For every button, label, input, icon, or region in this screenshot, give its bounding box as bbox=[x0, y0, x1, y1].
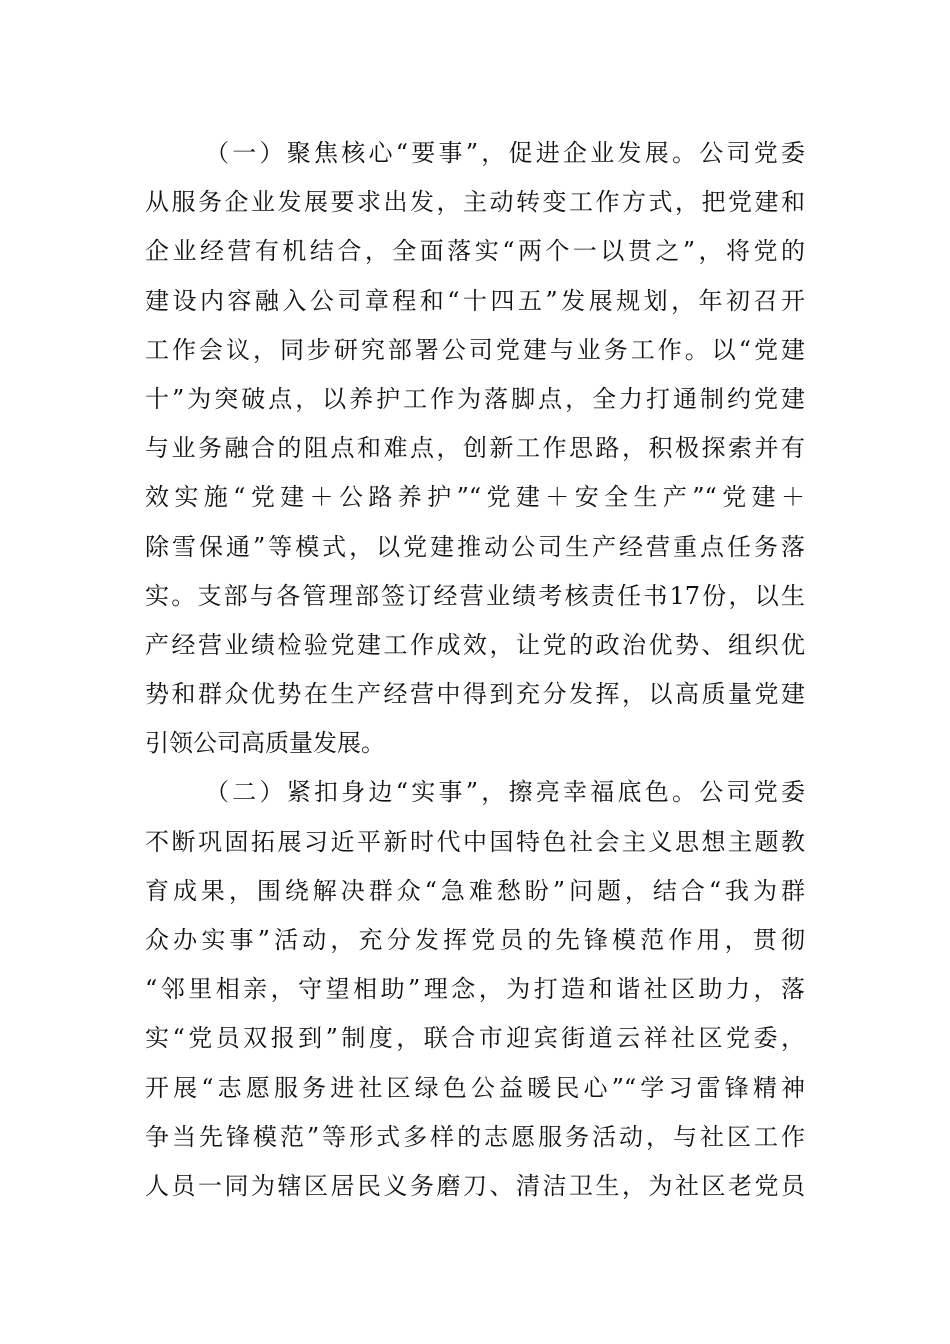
paragraph-line: 从服务企业发展要求出发，主动转变工作方式，把党建和 bbox=[145, 188, 805, 217]
paragraph-line: 争当先锋模范”等形式多样的志愿服务活动，与社区工作 bbox=[145, 1122, 805, 1151]
paragraph-line: 育成果，围绕解决群众“急难愁盼”问题，结合“我为群 bbox=[145, 876, 805, 905]
paragraph-line: 企业经营有机结合，全面落实“两个一以贯之”，将党的 bbox=[145, 237, 805, 266]
paragraph-line: 效实施“党建＋公路养护”“党建＋安全生产”“党建＋ bbox=[145, 483, 805, 512]
paragraph-line: 开展“志愿服务进社区绿色公益暖民心”“学习雷锋精神 bbox=[145, 1073, 805, 1102]
paragraph-line: 实。支部与各管理部签订经营业绩考核责任书17份，以生 bbox=[145, 581, 805, 610]
paragraph-line: 实“党员双报到”制度，联合市迎宾街道云祥社区党委， bbox=[145, 1024, 805, 1053]
paragraph-line: “邻里相亲，守望相助”理念，为打造和谐社区助力，落 bbox=[145, 975, 805, 1004]
paragraph-line: 建设内容融入公司章程和“十四五”发展规划，年初召开 bbox=[145, 286, 805, 315]
paragraph-line: 与业务融合的阻点和难点，创新工作思路，积极探索并有 bbox=[145, 434, 805, 463]
paragraph-line: （一）聚焦核心“要事”，促进企业发展。公司党委 bbox=[205, 139, 805, 167]
paragraph-2 bbox=[145, 768, 805, 1211]
paragraph-line: 不断巩固拓展习近平新时代中国特色社会主义思想主题教 bbox=[145, 827, 805, 856]
paragraph-line: 众办实事”活动，充分发挥党员的先锋模范作用，贯彻 bbox=[145, 926, 805, 954]
paragraph-line: 产经营业绩检验党建工作成效，让党的政治优势、组织优 bbox=[145, 630, 805, 659]
paragraph-line: 工作会议，同步研究部署公司党建与业务工作。以“党建 bbox=[145, 335, 805, 364]
paragraph-line: 人员一同为辖区居民义务磨刀、清洁卫生，为社区老党员 bbox=[145, 1171, 805, 1200]
paragraph-line: 势和群众优势在生产经营中得到充分发挥，以高质量党建 bbox=[145, 680, 805, 709]
paragraph-line: 十”为突破点，以养护工作为落脚点，全力打通制约党建 bbox=[145, 384, 805, 413]
document-body bbox=[145, 129, 805, 1211]
paragraph-line: 引领公司高质量发展。 bbox=[145, 729, 385, 758]
paragraph-line: （二）紧扣身边“实事”，擦亮幸福底色。公司党委 bbox=[205, 778, 805, 807]
paragraph-line: 除雪保通”等模式，以党建推动公司生产经营重点任务落 bbox=[145, 532, 805, 561]
paragraph-1 bbox=[145, 129, 805, 768]
